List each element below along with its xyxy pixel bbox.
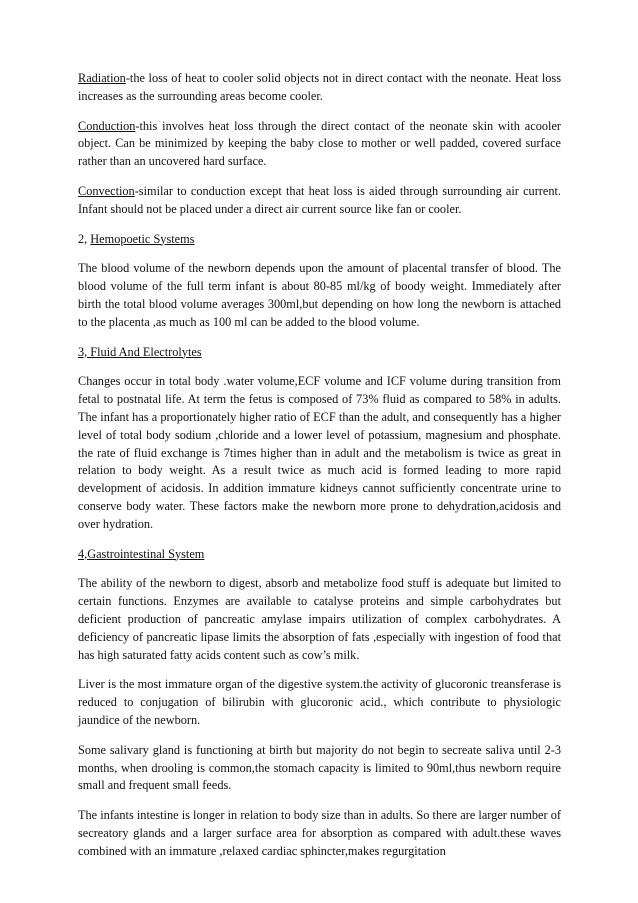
heading-title: 3, Fluid And Electrolytes: [78, 344, 202, 359]
paragraph-gi-digestion: The ability of the newborn to digest, absorb and metabolize food stuff is adequate but limited to certain functions. Enzymes are available to catalyse proteins and simple carbohydrates but deficient production of pancreatic amylase impairs utilization of complex carbohydrates. A deficiency of pancreatic lipase limits the absorption of fats ,especially with ingestion of food that has high saturated fatty acids content such as cow’s milk.: [78, 576, 561, 662]
paragraph-conduction: [78, 118, 561, 171]
conduction-text: -this involves heat loss through the direct contact of the neonate skin with acooler object. Can be minimized by keeping the baby close to mother or well padded, covered surface rather than an uncovered hard surface.: [78, 118, 561, 169]
heading-fluid-electrolytes: [78, 344, 561, 362]
heading-title: 4,Gastrointestinal System: [78, 546, 205, 561]
paragraph-fluid-electrolytes: Changes occur in total body .water volume,ECF volume and ICF volume during transition from fetal to postnatal life. At term the fetus is composed of 73% fluid as compared to 58% in adults. The infant has a proportionately higher ratio of ECF than the adult, and consequently has a higher level of total body sodium ,chloride and a lower level of potassium, magnesium and phosphate. the rate of fluid exchange is 7times higher than in adult and the metabolism is twice as great in relation to body weight. As a result twice as much acid is formed leading to more rapid development of acidosis. In addition immature kidneys cannot sufficiently concentrate urine to conserve body water. These factors make the newborn more prone to dehydration,acidosis and over hydration.: [78, 374, 561, 531]
term-convection: Convection: [78, 183, 135, 198]
paragraph-gi-intestine: The infants intestine is longer in relation to body size than in adults. So there are larger number of secreatory glands and a larger surface area for absorption as compared with adult.these waves combined with an immature ,relaxed cardiac sphincter,makes regurgitation: [78, 808, 561, 858]
heading-title: Hemopoetic Systems: [90, 231, 195, 246]
heading-hemopoetic-systems: [78, 231, 561, 249]
radiation-text: -the loss of heat to cooler solid objects not in direct contact with the neonate. Heat loss increases as the surrounding areas become cooler.: [78, 71, 561, 103]
heading-gastrointestinal-system: [78, 546, 561, 564]
heading-number: 2,: [78, 231, 91, 246]
document-page: [78, 70, 561, 860]
paragraph-convection: [78, 183, 561, 219]
convection-text: -similar to conduction except that heat loss is aided through surrounding air current. Infant should not be placed under a direct air current source like fan or cooler.: [78, 183, 561, 216]
term-conduction: Conduction: [78, 118, 136, 133]
paragraph-gi-salivary: Some salivary gland is functioning at birth but majority do not begin to secreate saliva until 2-3 months, when drooling is common,the stomach capacity is limited to 90ml,thus newborn require small and frequent small feeds.: [78, 742, 561, 793]
term-radiation: Radiation: [78, 71, 126, 85]
paragraph-radiation: [78, 70, 561, 106]
paragraph-hemopoetic: The blood volume of the newborn depends upon the amount of placental transfer of blood. The blood volume of the full term infant is about 80-85 ml/kg of boody weight. Immediately after birth the total blood volume averages 300ml,but depending on how long the newborn is attached to the placenta ,as much as 100 ml can be added to the blood volume.: [78, 261, 561, 329]
paragraph-gi-liver: Liver is the most immature organ of the digestive system.the activity of glucoronic treansferase is reduced to conjugation of bilirubin with glucoronic acid., which contribute to physiologic jaundice of the newborn.: [78, 677, 561, 727]
